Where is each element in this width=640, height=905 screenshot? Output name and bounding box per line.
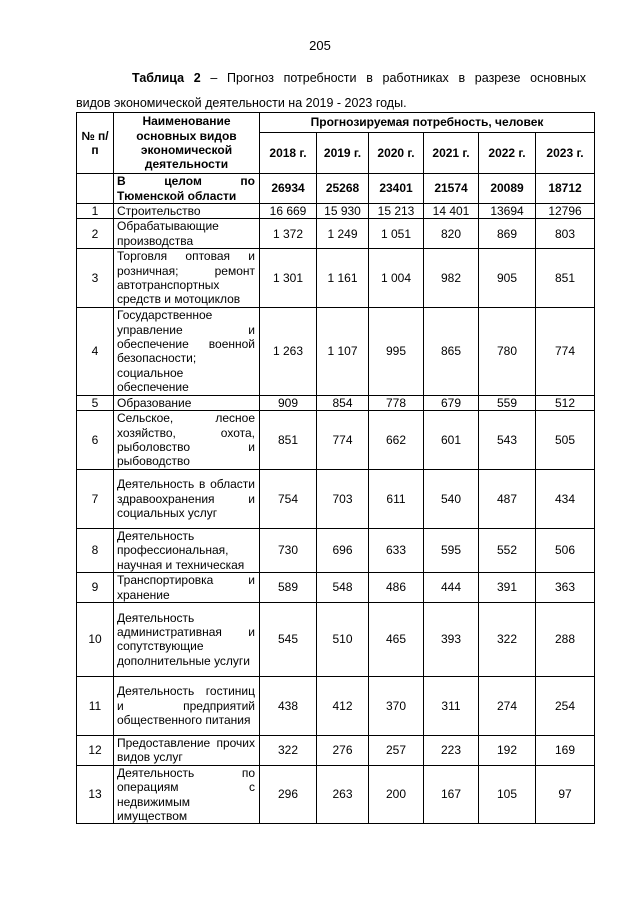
header-year: 2021 г. — [424, 133, 479, 174]
caption-text-2: видов экономической деятельности на 2019 - 2023 годы. — [76, 96, 407, 110]
row-value: 995 — [369, 307, 424, 395]
total-value: 23401 — [369, 174, 424, 204]
header-name: Наименование основных видов экономической деятельности — [114, 113, 260, 174]
row-value: 1 161 — [317, 249, 369, 308]
table-row — [77, 249, 595, 308]
row-value: 438 — [260, 676, 317, 735]
row-value: 548 — [317, 573, 369, 603]
row-activity-name: Торговля оптовая и розничная; ремонт автотранспортных средств и мотоциклов — [114, 249, 260, 308]
row-index: 9 — [77, 573, 114, 603]
caption-line-1 — [76, 66, 586, 91]
row-value: 851 — [536, 249, 595, 308]
row-index: 1 — [77, 204, 114, 219]
row-value: 254 — [536, 676, 595, 735]
row-value: 595 — [424, 528, 479, 572]
row-value: 276 — [317, 735, 369, 765]
row-value: 1 051 — [369, 219, 424, 249]
row-value: 869 — [479, 219, 536, 249]
header-year: 2019 г. — [317, 133, 369, 174]
row-value: 589 — [260, 573, 317, 603]
row-value: 370 — [369, 676, 424, 735]
table-caption — [76, 66, 586, 116]
header-group: Прогнозируемая потребность, человек — [260, 113, 595, 133]
table-row — [77, 765, 595, 824]
row-value: 263 — [317, 765, 369, 824]
row-value: 322 — [479, 602, 536, 676]
table-row — [77, 676, 595, 735]
row-value: 486 — [369, 573, 424, 603]
caption-label: Таблица 2 — [132, 71, 201, 85]
row-activity-name: Деятельность гостиниц и предприятий общественного питания — [114, 676, 260, 735]
row-value: 865 — [424, 307, 479, 395]
table-row — [77, 411, 595, 470]
row-value: 1 004 — [369, 249, 424, 308]
row-value: 909 — [260, 395, 317, 410]
row-index: 8 — [77, 528, 114, 572]
row-value: 703 — [317, 469, 369, 528]
row-value: 851 — [260, 411, 317, 470]
table-row — [77, 219, 595, 249]
row-value: 14 401 — [424, 204, 479, 219]
row-value: 730 — [260, 528, 317, 572]
row-activity-name: Обрабатывающие производства — [114, 219, 260, 249]
table-row — [77, 602, 595, 676]
row-value: 611 — [369, 469, 424, 528]
row-value: 105 — [479, 765, 536, 824]
row-activity-name: Деятельность административная и сопутствующие дополнительные услуги — [114, 602, 260, 676]
row-activity-name: Сельское, лесное хозяйство, охота, рыболовство и рыбоводство — [114, 411, 260, 470]
row-value: 696 — [317, 528, 369, 572]
page-number: 205 — [309, 38, 331, 53]
row-value: 1 372 — [260, 219, 317, 249]
row-value: 780 — [479, 307, 536, 395]
header-year: 2020 г. — [369, 133, 424, 174]
row-value: 905 — [479, 249, 536, 308]
row-value: 487 — [479, 469, 536, 528]
row-value: 506 — [536, 528, 595, 572]
total-index — [77, 174, 114, 204]
row-activity-name: Государственное управление и обеспечение военной безопасности; социальное обеспечение — [114, 307, 260, 395]
row-value: 223 — [424, 735, 479, 765]
row-value: 167 — [424, 765, 479, 824]
row-value: 540 — [424, 469, 479, 528]
row-activity-name: Деятельность профессиональная, научная и техническая — [114, 528, 260, 572]
table-row — [77, 469, 595, 528]
row-value: 633 — [369, 528, 424, 572]
row-value: 412 — [317, 676, 369, 735]
row-value: 257 — [369, 735, 424, 765]
row-value: 662 — [369, 411, 424, 470]
table-row — [77, 528, 595, 572]
row-value: 545 — [260, 602, 317, 676]
total-name-line-2: Тюменской области — [117, 188, 237, 203]
row-value: 169 — [536, 735, 595, 765]
row-value: 559 — [479, 395, 536, 410]
table-row — [77, 395, 595, 410]
table-row — [77, 573, 595, 603]
row-index: 10 — [77, 602, 114, 676]
header-year: 2022 г. — [479, 133, 536, 174]
row-index: 5 — [77, 395, 114, 410]
caption-text-1: – Прогноз потребности в работниках в разрезе основных — [200, 71, 586, 85]
total-value: 21574 — [424, 174, 479, 204]
header-index: № п/п — [77, 113, 114, 174]
table-row — [77, 204, 595, 219]
table-row — [77, 735, 595, 765]
row-value: 778 — [369, 395, 424, 410]
total-value: 26934 — [260, 174, 317, 204]
row-value: 552 — [479, 528, 536, 572]
row-value: 393 — [424, 602, 479, 676]
row-value: 288 — [536, 602, 595, 676]
row-value: 200 — [369, 765, 424, 824]
row-value: 465 — [369, 602, 424, 676]
row-value: 820 — [424, 219, 479, 249]
row-value: 444 — [424, 573, 479, 603]
header-year: 2018 г. — [260, 133, 317, 174]
header-year: 2023 г. — [536, 133, 595, 174]
row-activity-name: Предоставление прочих видов услуг — [114, 735, 260, 765]
row-value: 322 — [260, 735, 317, 765]
row-value: 754 — [260, 469, 317, 528]
total-name-line-1: В целом по — [117, 174, 255, 189]
row-value: 363 — [536, 573, 595, 603]
table-row — [77, 307, 595, 395]
row-value: 505 — [536, 411, 595, 470]
row-value: 192 — [479, 735, 536, 765]
row-value: 601 — [424, 411, 479, 470]
row-value: 15 213 — [369, 204, 424, 219]
row-value: 97 — [536, 765, 595, 824]
row-value: 311 — [424, 676, 479, 735]
row-value: 274 — [479, 676, 536, 735]
row-value: 510 — [317, 602, 369, 676]
row-value: 774 — [317, 411, 369, 470]
row-index: 13 — [77, 765, 114, 824]
row-value: 13694 — [479, 204, 536, 219]
row-value: 12796 — [536, 204, 595, 219]
row-activity-name: Деятельность в области здравоохранения и социальных услуг — [114, 469, 260, 528]
row-index: 2 — [77, 219, 114, 249]
row-index: 12 — [77, 735, 114, 765]
row-activity-name: Образование — [114, 395, 260, 410]
row-activity-name: Транспортировка и хранение — [114, 573, 260, 603]
row-value: 774 — [536, 307, 595, 395]
row-value: 1 249 — [317, 219, 369, 249]
total-row — [77, 174, 595, 204]
row-value: 543 — [479, 411, 536, 470]
row-value: 679 — [424, 395, 479, 410]
row-index: 7 — [77, 469, 114, 528]
row-value: 434 — [536, 469, 595, 528]
forecast-table — [76, 112, 595, 824]
row-index: 6 — [77, 411, 114, 470]
total-value: 18712 — [536, 174, 595, 204]
row-value: 16 669 — [260, 204, 317, 219]
row-activity-name: Строительство — [114, 204, 260, 219]
row-value: 854 — [317, 395, 369, 410]
row-value: 512 — [536, 395, 595, 410]
row-value: 1 301 — [260, 249, 317, 308]
row-activity-name: Деятельность по операциям с недвижимым имуществом — [114, 765, 260, 824]
row-value: 1 107 — [317, 307, 369, 395]
total-name — [114, 174, 260, 204]
total-value: 20089 — [479, 174, 536, 204]
row-value: 1 263 — [260, 307, 317, 395]
row-index: 3 — [77, 249, 114, 308]
row-value: 15 930 — [317, 204, 369, 219]
row-value: 296 — [260, 765, 317, 824]
row-index: 4 — [77, 307, 114, 395]
row-value: 391 — [479, 573, 536, 603]
row-value: 982 — [424, 249, 479, 308]
total-value: 25268 — [317, 174, 369, 204]
row-index: 11 — [77, 676, 114, 735]
row-value: 803 — [536, 219, 595, 249]
